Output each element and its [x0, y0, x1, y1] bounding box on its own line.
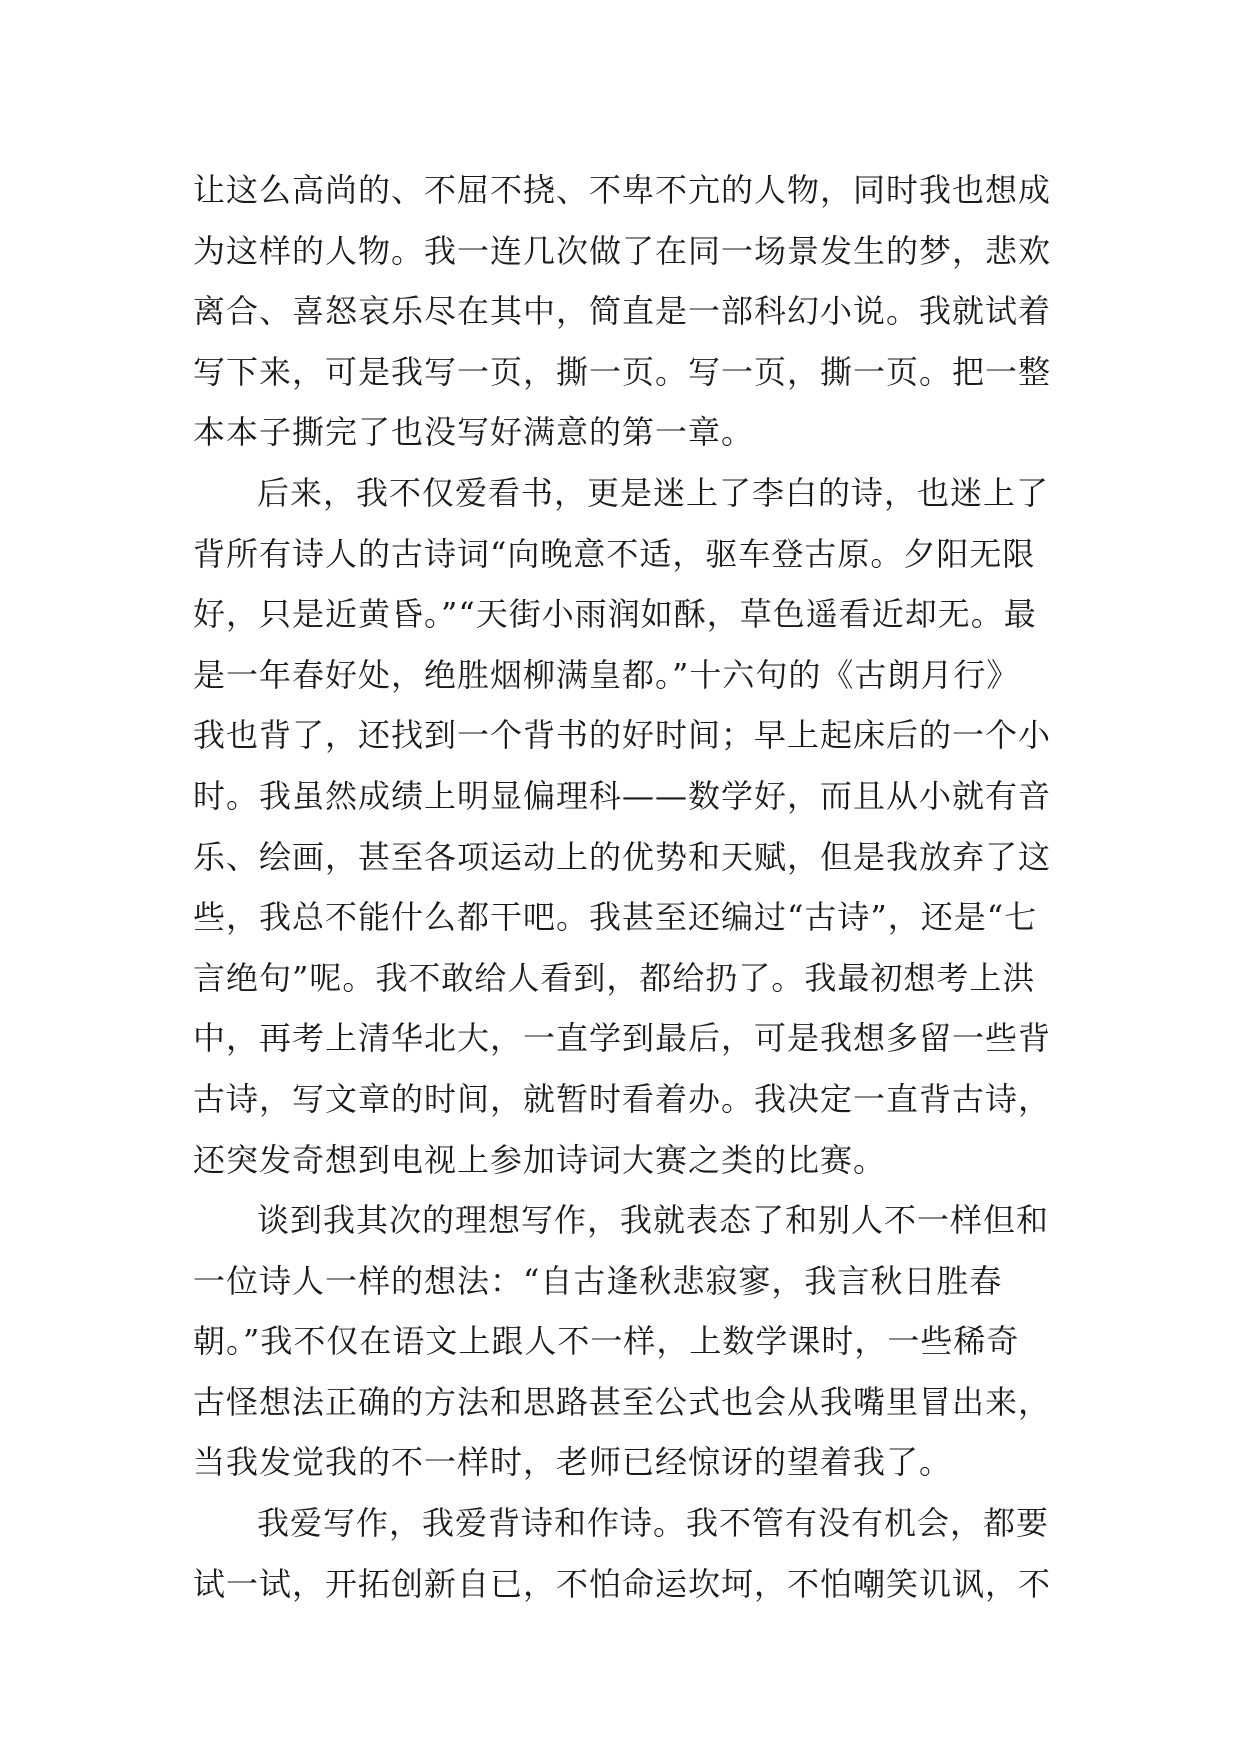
paragraph-start-line: 谈到我其次的理想写作，我就表态了和别人不一样但和: [257, 1201, 1050, 1240]
text-line: 古诗，写文章的时间，就暂时看着办。我决定一直背古诗，: [193, 1079, 1052, 1118]
text-line: 时。我虽然成绩上明显偏理科——数学好，而且从小就有音: [193, 776, 1052, 815]
text-line: 好，只是近黄昏。”“天街小雨润如酥，草色遥看近却无。最: [193, 595, 1037, 634]
text-line: 背所有诗人的古诗词“向晚意不适，驱车登古原。夕阳无限: [193, 534, 1036, 573]
text-line: 为这样的人物。我一连几次做了在同一场景发生的梦，悲欢: [193, 231, 1052, 270]
text-line: 一位诗人一样的想法：“自古逢秋悲寂寥，我言秋日胜春: [193, 1261, 1003, 1300]
text-line: 乐、绘画，甚至各项运动上的优势和天赋，但是我放弃了这: [193, 837, 1052, 876]
text-line: 试一试，开拓创新自已，不怕命运坎坷，不怕嘲笑讥讽，不: [193, 1564, 1052, 1603]
text-line: 离合、喜怒哀乐尽在其中，简直是一部科幻小说。我就试着: [193, 292, 1052, 331]
text-line: 是一年春好处，绝胜烟柳满皇都。”十六句的《古朗月行》: [193, 655, 1020, 694]
text-line: 我也背了，还找到一个背书的好时间；早上起床后的一个小: [193, 716, 1052, 755]
text-line: 朝。”我不仅在语文上跟人不一样，上数学课时，一些稀奇: [193, 1322, 1020, 1361]
text-line: 还突发奇想到电视上参加诗词大赛之类的比赛。: [193, 1140, 887, 1179]
essay-body: [193, 160, 1063, 1614]
text-line: 中，再考上清华北大，一直学到最后，可是我想多留一些背: [193, 1019, 1052, 1058]
text-line: 古怪想法正确的方法和思路甚至公式也会从我嘴里冒出来，: [193, 1382, 1052, 1421]
text-line: 些，我总不能什么都干吧。我甚至还编过“古诗”，还是“七: [193, 898, 1038, 937]
text-line: 写下来，可是我写一页，撕一页。写一页，撕一页。把一整: [193, 352, 1052, 391]
paragraph-start-line: 后来，我不仅爱看书，更是迷上了李白的诗，也迷上了: [257, 473, 1050, 512]
text-line: 当我发觉我的不一样时，老师已经惊讶的望着我了。: [193, 1443, 953, 1482]
text-line: 本本子撕完了也没写好满意的第一章。: [193, 413, 755, 452]
text-line: 让这么高尚的、不屈不挠、不卑不亢的人物，同时我也想成: [193, 171, 1052, 209]
paragraph-start-line: 我爱写作，我爱背诗和作诗。我不管有没有机会，都要: [257, 1504, 1050, 1543]
text-line: 言绝句”呢。我不敢给人看到，都给扔了。我最初想考上洪: [193, 958, 1036, 997]
